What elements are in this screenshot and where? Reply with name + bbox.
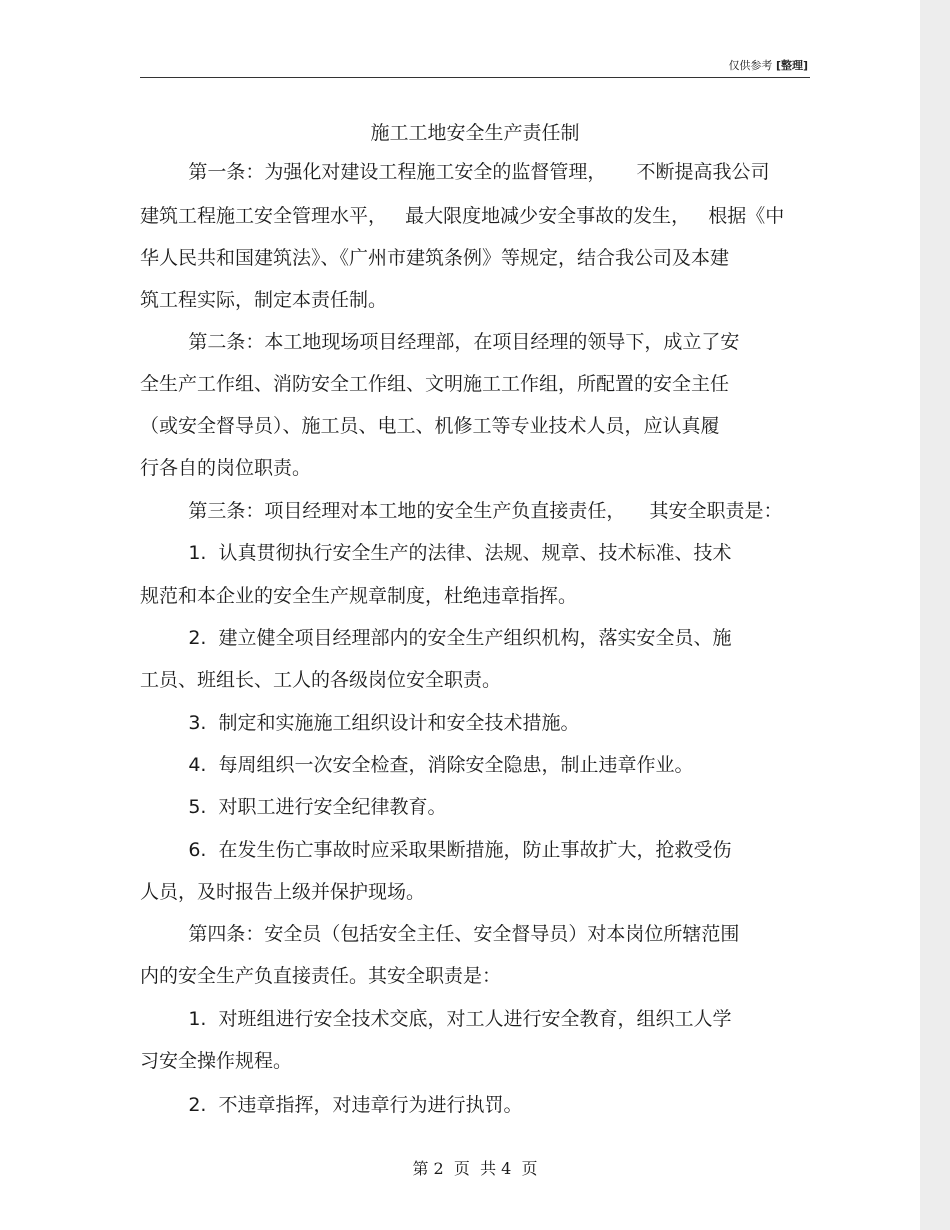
body-line: 6. 在发生伤亡事故时应采取果断措施，防止事故扩大，抢救受伤: [140, 839, 732, 861]
body-line: 1. 对班组进行安全技术交底，对工人进行安全教育，组织工人学: [140, 1008, 732, 1030]
body-line: 3. 制定和实施施工组织设计和安全技术措施。: [140, 712, 580, 734]
body-line: 1. 认真贯彻执行安全生产的法律、法规、规章、技术标准、技术: [140, 542, 732, 564]
body-line: 4. 每周组织一次安全检查，消除安全隐患，制止违章作业。: [140, 754, 694, 776]
page-footer: 第 2 页 共 4 页: [412, 1159, 538, 1178]
page-title: 施工工地安全生产责任制: [370, 122, 580, 144]
body-line: 工员、班组长、工人的各级岗位安全职责。: [140, 669, 502, 691]
body-line: 第四条：安全员（包括安全主任、安全督导员）对本岗位所辖范围: [140, 923, 740, 945]
body-line: 2. 建立健全项目经理部内的安全生产组织机构，落实安全员、施: [140, 627, 732, 649]
body-line: 第三条：项目经理对本工地的安全生产负直接责任， 其安全职责是：: [140, 500, 783, 522]
header-note-bracket: [整理]: [775, 59, 808, 72]
body-line: 华人民共和国建筑法》、《广州市建筑条例》等规定，结合我公司及本建: [140, 247, 730, 269]
body-line: 第二条：本工地现场项目经理部，在项目经理的领导下，成立了安: [140, 331, 740, 353]
body-line: 人员，及时报告上级并保护现场。: [140, 881, 426, 903]
body-line: 建筑工程施工安全管理水平， 最大限度地减少安全事故的发生， 根据《中: [140, 205, 785, 227]
body-line: 习安全操作规程。: [140, 1050, 293, 1072]
body-line: 全生产工作组、消防安全工作组、文明施工工作组，所配置的安全主任: [140, 373, 730, 395]
header-note-text: 仅供参考: [728, 59, 773, 72]
page-margin-strip: [920, 0, 950, 1230]
body-line: 规范和本企业的安全生产规章制度，杜绝违章指挥。: [140, 585, 578, 607]
body-line: （或安全督导员）、施工员、电工、机修工等专业技术人员，应认真履: [140, 415, 720, 437]
header-note: [728, 57, 808, 73]
body-line: 2. 不违章指挥，对违章行为进行执罚。: [140, 1094, 523, 1116]
body-line: 第一条：为强化对建设工程施工安全的监督管理， 不断提高我公司: [140, 161, 770, 183]
header-rule: [140, 77, 810, 78]
body-line: 5. 对职工进行安全纪律教育。: [140, 796, 447, 818]
body-line: 行各自的岗位职责。: [140, 457, 312, 479]
body-line: 筑工程实际，制定本责任制。: [140, 289, 388, 311]
body-line: 内的安全生产负直接责任。其安全职责是：: [140, 965, 502, 987]
